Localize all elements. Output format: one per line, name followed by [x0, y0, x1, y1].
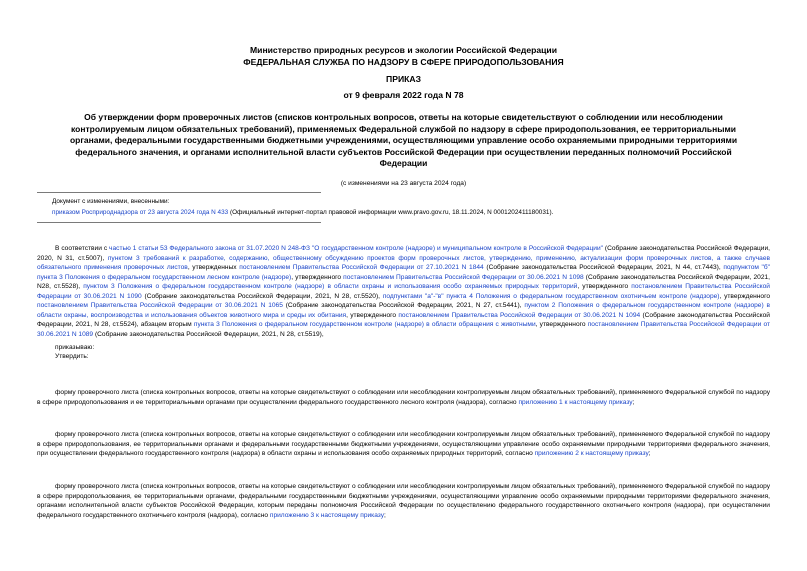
- text-fragment: ;: [648, 450, 651, 457]
- law-reference-link[interactable]: частью 1 статьи 53 Федерального закона от 31.07.2020 N 248-ФЗ "О государственном контроле (надзоре) и муниципальном контроле в Российской Федерации": [109, 245, 603, 252]
- text-fragment: (Собрание законодательства Российской Федерации, 2020, N 31, ст.5007),: [37, 245, 771, 262]
- approve-word: Утвердить:: [55, 353, 89, 360]
- law-reference-link[interactable]: пунктом 2 Положения о федеральном государственном контроле (надзоре) в области охраны, воспроизводства и использования объектов животного мира и среды их обитания: [37, 302, 770, 319]
- divider-top: [37, 192, 321, 193]
- approval-item-3: [37, 482, 770, 520]
- text-fragment: (Собрание законодательства Российской Федерации, 2021, N 28, ст.5520),: [141, 292, 383, 300]
- text-fragment: В соответствии с: [55, 245, 110, 252]
- text-fragment: , утвержденного: [577, 283, 632, 290]
- law-reference-link[interactable]: приложению 1 к настоящему приказу: [518, 398, 633, 406]
- law-reference-link[interactable]: приложению 3 к настоящему приказу: [269, 511, 385, 519]
- revision-link[interactable]: приказом Росприроднадзора от 23 августа 2024 года N 433: [52, 209, 229, 216]
- service-name: ФЕДЕРАЛЬНАЯ СЛУЖБА ПО НАДЗОРУ В СФЕРЕ ПРИРОДОПОЛЬЗОВАНИЯ: [243, 57, 564, 67]
- doc-date-number: от 9 февраля 2022 года N 78: [343, 90, 464, 100]
- text-fragment: (Собрание законодательства Российской Федерации, 2021, N 28, ст.5524), абзацем вторым: [37, 311, 770, 328]
- law-reference-link[interactable]: постановлением Правительства Российской Федерации от 30.06.2021 N 1065: [37, 302, 283, 309]
- law-reference-link[interactable]: подпунктами "а"-"в" пункта 4 Положения о федеральном государственном охотничьем контроле (надзоре): [382, 292, 720, 300]
- law-reference-link[interactable]: постановлением Правительства Российской Федерации от 30.06.2021 N 1089: [37, 321, 770, 338]
- law-reference-link[interactable]: пунктом 3 Положения о федеральном государственном контроле (надзоре) в области охраны и использования особо охраняемых природных территорий: [83, 283, 578, 290]
- law-reference-link[interactable]: постановлением Правительства Российской Федерации от 30.06.2021 N 1094: [398, 311, 641, 319]
- law-reference-link[interactable]: постановлением Правительства Российской Федерации от 27.10.2021 N 1844: [239, 264, 484, 271]
- law-reference-link[interactable]: постановлением Правительства Российской Федерации от 30.06.2021 N 1090: [37, 283, 770, 300]
- text-fragment: (Собрание законодательства Российской Федерации, 2021, N28, ст.5528),: [37, 273, 770, 290]
- text-fragment: (Собрание законодательства Российской Федерации, 2021, N 44, ст.7443),: [483, 264, 724, 271]
- text-fragment: ;: [632, 398, 635, 406]
- order-word: приказываю:: [55, 344, 95, 351]
- text-fragment: форму проверочного листа (списка контрольных вопросов, ответы на которые свидетельствуют о соблюдении или несоблюдении контролируемым лицом обязательных требований), применяемого Федеральной службой по надзору в сфере природопользования и ее территориальными органами при осуществлении федерального государственного лесного контроля (надзора), согласно: [37, 389, 770, 406]
- text-fragment: , утвержденного: [346, 311, 399, 319]
- approval-item-2: [37, 430, 770, 459]
- text-fragment: форму проверочного листа (списка контрольных вопросов, ответы на которые свидетельствуют о соблюдении или несоблюдении контролируемым лицом обязательных требований), применяемого Федеральной службой по надзору в сфере природопользования, ее территориальными органами, федеральными государственными бюджетными учреждениями, осуществляющими управление особо охраняемыми природными территориями федерального значения, органами исполнительной власти субъектов Российской Федерации, которым переданы полномочия Российской Федерации по осуществлению федерального государственного охотничьего контроля (надзора), при осуществлении федерального государственного охотничьего контроля (надзора), согласно: [37, 483, 770, 519]
- revisions-line: [52, 208, 772, 217]
- text-fragment: (Собрание законодательства Российской Федерации, 2021, N 28, ст.5519),: [93, 330, 324, 338]
- ministry-name: Министерство природных ресурсов и экологии Российской Федерации: [250, 45, 557, 55]
- text-fragment: , утвержденного: [719, 292, 770, 300]
- text-fragment: , утвержденных: [187, 264, 240, 271]
- doc-type: ПРИКАЗ: [386, 74, 421, 84]
- revisions-label: Документ с изменениями, внесенными:: [52, 198, 170, 205]
- law-reference-link[interactable]: постановлением Правительства Российской Федерации от 30.06.2021 N 1098: [343, 273, 584, 281]
- document-title: Об утверждении форм проверочных листов (списков контрольных вопросов, ответы на которые свидетельствуют о соблюдении или несоблюдении контролируемым лицом обязательных требований), применяемых Федеральной службой по надзору в сфере природопользования, ее территориальными органами, федеральными государственными бюджетными учреждениями, осуществляющими управление особо охраняемыми природными территориями федерального значения, и органами исполнительной власти субъектов Российской Федерации при осуществлении переданных полномочий Российской Федерации: [69, 112, 738, 168]
- law-reference-link[interactable]: пункта 3 Положения о федеральном государственном контроле (надзоре) в области обращения с животными: [193, 321, 536, 328]
- law-reference-link[interactable]: пунктом 3 требований к разработке, содержанию, общественному обсуждению проектов форм проверочных листов, утверждению, применению, актуализации форм проверочных листов, а также случаев обязательного применения проверочных листов: [37, 254, 770, 271]
- changes-note: (с изменениями на 23 августа 2024 года): [340, 180, 467, 187]
- text-fragment: , утвержденного: [291, 273, 344, 281]
- revision-details: (Официальный интернет-портал правовой информации www.pravo.gov.ru, 18.11.2024, N 0001202411180031).: [228, 209, 554, 216]
- text-fragment: форму проверочного листа (списка контрольных вопросов, ответы на которые свидетельствуют о соблюдении или несоблюдении контролируемым лицом обязательных требований), применяемого Федеральной службой по надзору в сфере природопользования, ее территориальными органами и федеральными государственными бюджетными учреждениями, осуществляющими управление особо охраняемыми природными территориями федерального значения, при осуществлении федерального государственного контроля (надзора) в области охраны и использования особо охраняемых природных территорий, согласно: [37, 431, 770, 457]
- approval-item-1: [37, 388, 770, 407]
- preamble-paragraph: [37, 244, 770, 339]
- text-fragment: , утвержденного: [535, 321, 588, 328]
- divider-bottom: [37, 222, 321, 223]
- law-reference-link[interactable]: приложению 2 к настоящему приказу: [534, 450, 649, 457]
- text-fragment: ;: [384, 511, 386, 519]
- law-reference-link[interactable]: подпунктом "б" пункта 3 Положения о федеральном государственном лесном контроле (надзоре): [37, 264, 770, 281]
- text-fragment: (Собрание законодательства Российской Федерации, 2021, N 27, ст.5441),: [282, 302, 525, 309]
